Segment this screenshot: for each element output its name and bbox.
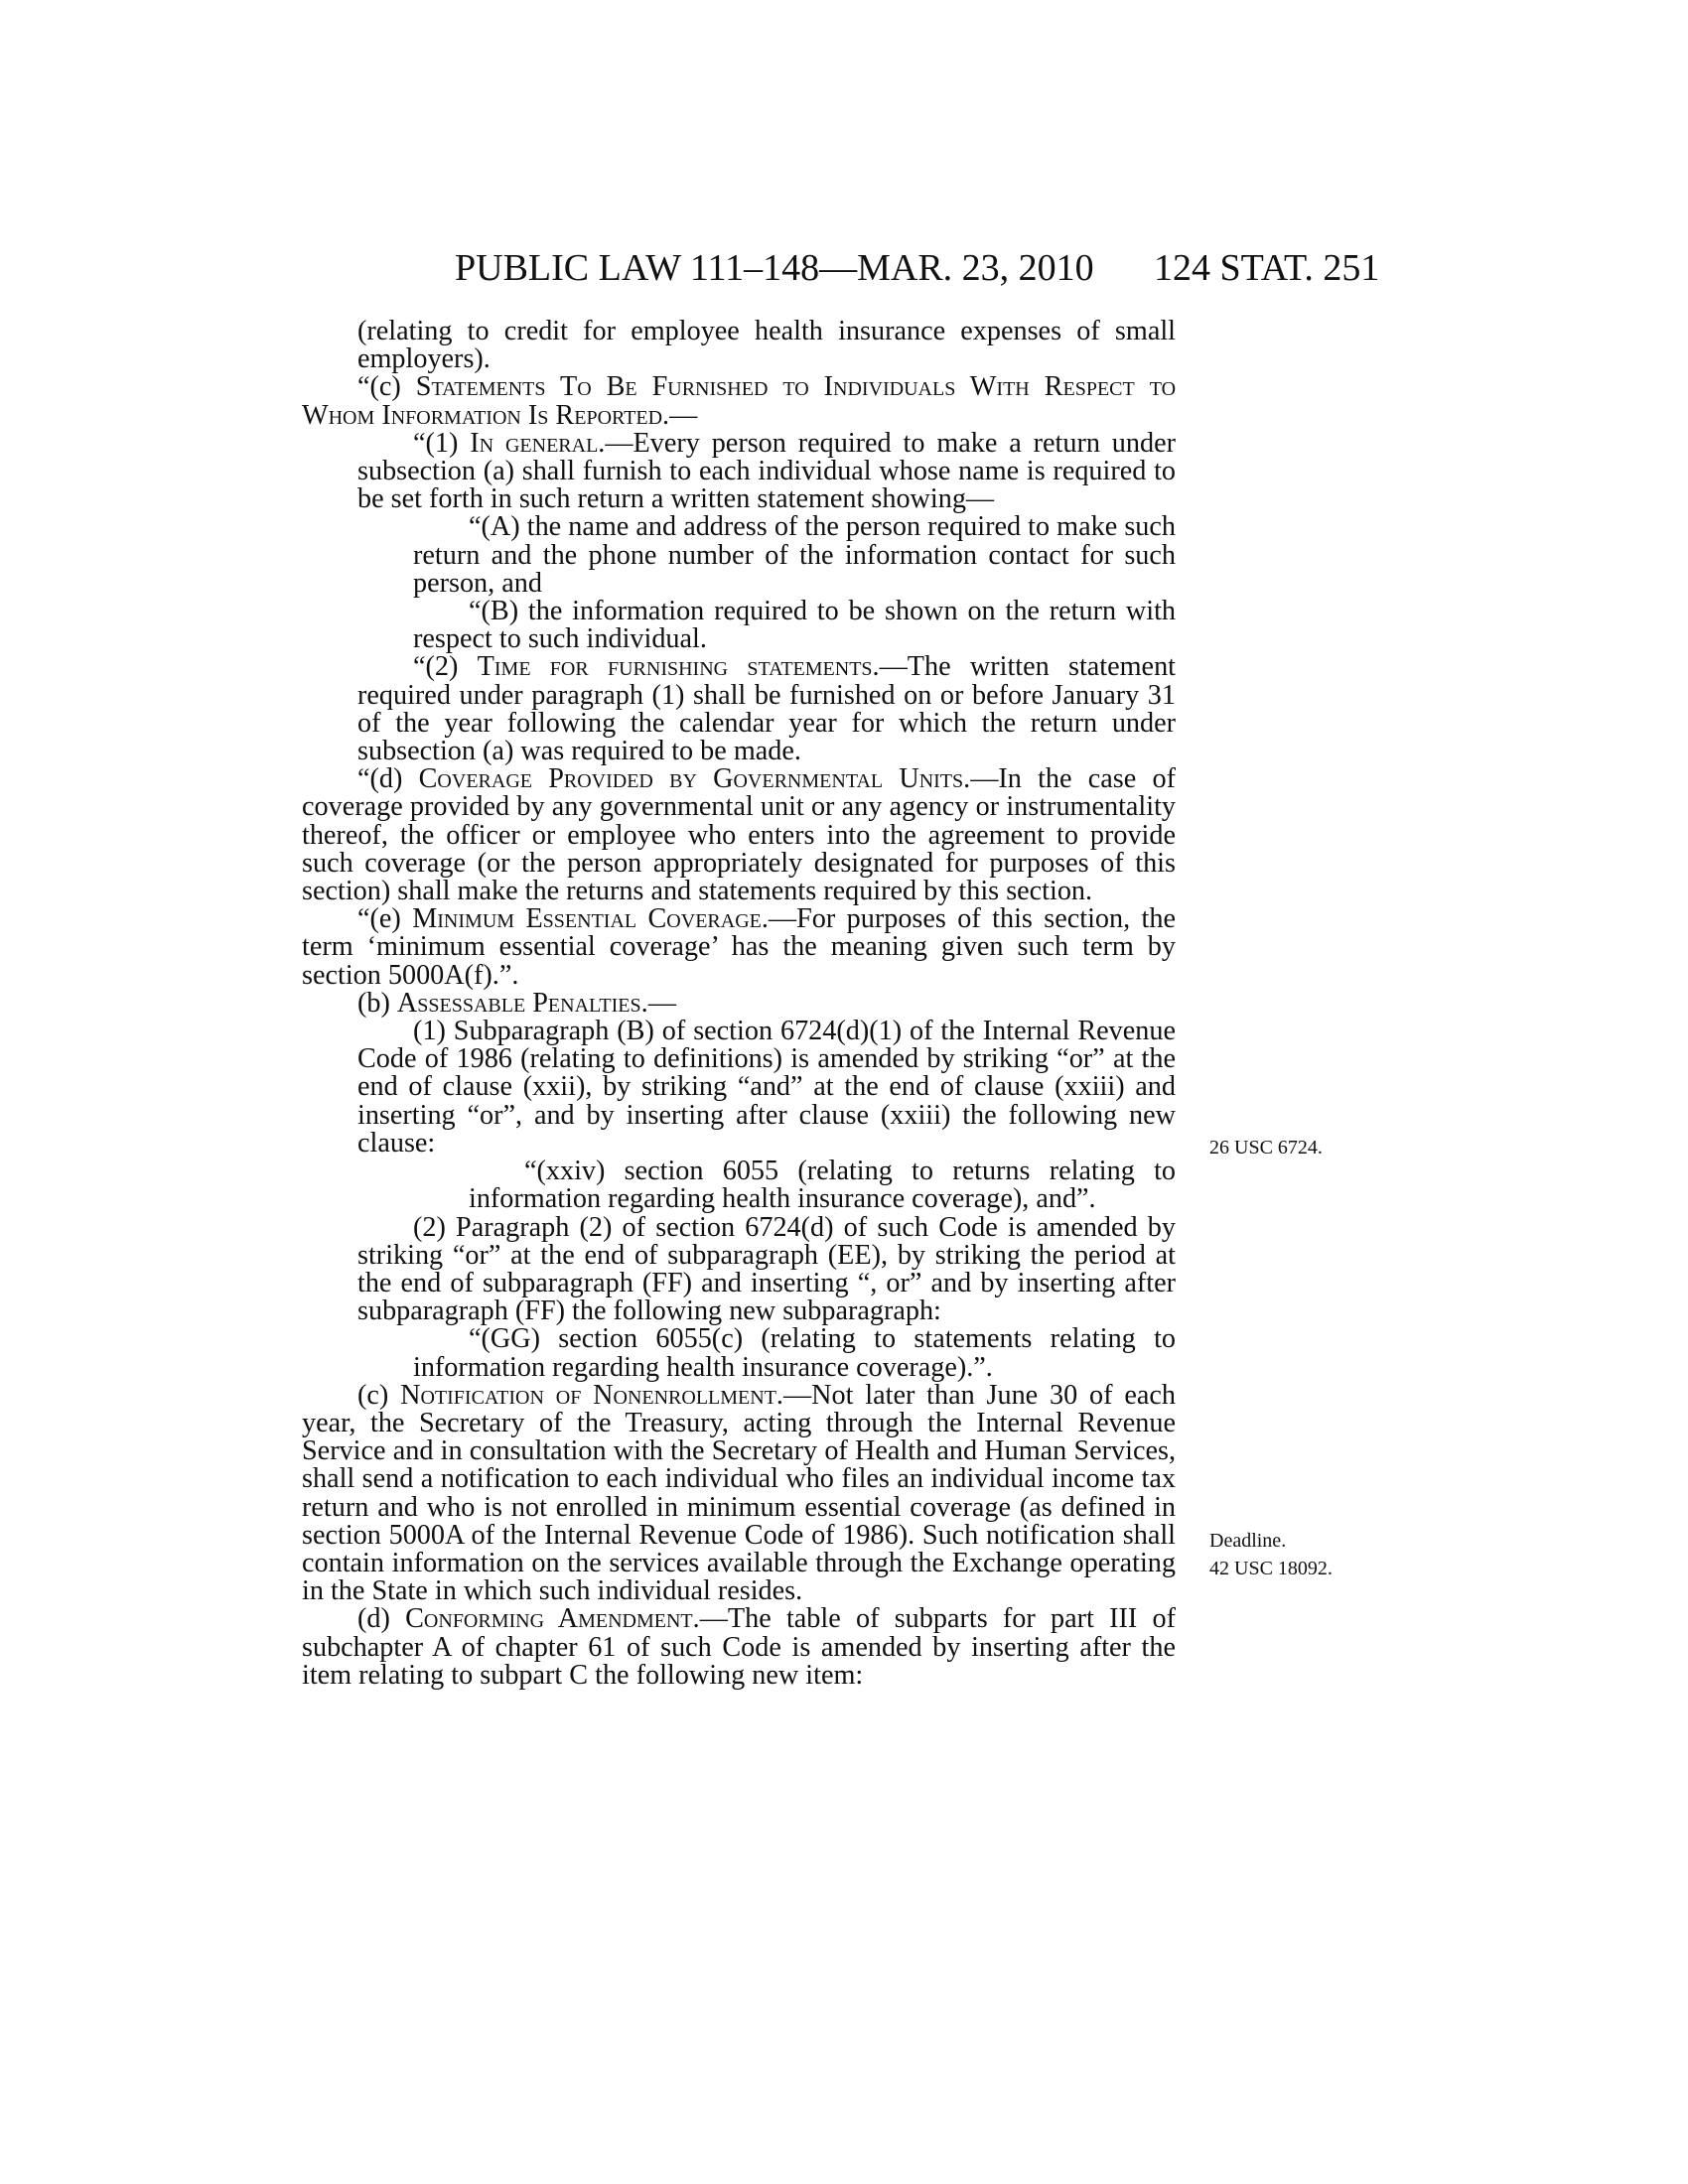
subsection-d-heading: Coverage Provided by Governmental Units.	[418, 763, 971, 795]
clause-xxiv: “(xxiv) section 6055 (relating to returns relating to information regarding health insurance coverage), and”.	[469, 1156, 1176, 1215]
section-b-number: (b)	[357, 987, 397, 1019]
paragraph-b-2: (2) Paragraph (2) of section 6724(d) of such Code is amended by striking “or” at the end of subparagraph (EE), by striking the period at the end of subparagraph (FF) and inserting “, or” and by inserting after subparagraph (FF) the following new subparagraph:	[357, 1211, 1176, 1327]
subsection-d	[302, 765, 1176, 905]
paragraph-c-1-text: —Every person required to make a return under subsection (a) shall furnish to each individual whose name is required to be set forth in such return a written statement showing—	[357, 427, 1176, 515]
subparagraph-gg: “(GG) section 6055(c) (relating to statements relating to information regarding health insurance coverage).”.	[413, 1323, 1176, 1383]
section-c-text: —Not later than June 30 of each year, the Secretary of the Treasury, acting through the Internal Revenue Service and in consultation with the Secretary of Health and Human Services, shall send a notification to each individual who files an individual income tax return and who is not enrolled in minimum essential coverage (as defined in section 5000A of the Internal Revenue Code of 1986). Such notification shall contain information on the services available through the Exchange operating in the State in which such individual resides.	[302, 1379, 1176, 1607]
section-d-text: —The table of subparts for part III of subchapter A of chapter 61 of such Code is amended by inserting after the item relating to subpart C the following new item:	[302, 1603, 1176, 1691]
subsection-c-heading: Statements To Be Furnished to Individuals With Respect to Whom Information Is Reported.	[302, 371, 1177, 431]
section-c-heading: Notification of Nonenrollment.	[400, 1379, 783, 1411]
document-body	[302, 318, 1176, 1690]
paragraph-c-2	[302, 653, 1176, 765]
paragraph-continued: (relating to credit for employee health insurance expenses of small employers).	[357, 316, 1176, 375]
section-b-dash: —	[647, 987, 676, 1019]
margin-note-26-usc-6724: 26 USC 6724.	[1209, 1137, 1323, 1159]
margin-note-42-usc-18092: 42 USC 18092.	[1209, 1558, 1333, 1579]
subsection-e	[302, 905, 1176, 990]
section-c-number: (c)	[357, 1379, 401, 1411]
subsection-c	[302, 373, 1176, 429]
paragraph-c-2-text: —The written statement required under paragraph (1) shall be furnished on or before January 31 of the year following the calendar year for which the return under subsection (a) was required to be made.	[357, 651, 1176, 767]
paragraph-c-1-number: “(1)	[413, 427, 471, 459]
paragraph-c-2-heading: Time for furnishing statements.	[477, 651, 880, 683]
paragraph-c-1	[302, 427, 1176, 515]
section-b-title: Assessable Penalties.	[396, 987, 648, 1019]
section-d-number: (d)	[357, 1603, 406, 1635]
section-d-conforming	[302, 1605, 1176, 1690]
subparagraph-c-1-a: “(A) the name and address of the person required to make such return and the phone number of the information contact for such person, and	[413, 511, 1176, 599]
paragraph-b-1: (1) Subparagraph (B) of section 6724(d)(1) of the Internal Revenue Code of 1986 (relating to definitions) is amended by striking “or” at the end of clause (xxii), by striking “and” at the end of clause (xxiii) and inserting “or”, and by inserting after clause (xxiii) the following new clause:	[357, 1016, 1176, 1159]
margin-note-deadline: Deadline.	[1209, 1530, 1287, 1552]
page-number: 124 STAT. 251	[1154, 247, 1380, 289]
subsection-c-number: “(c)	[357, 371, 416, 403]
running-header-title: PUBLIC LAW 111–148—MAR. 23, 2010	[455, 247, 1094, 289]
subsection-c-dash: —	[669, 399, 698, 431]
subsection-d-number: “(d)	[357, 763, 419, 795]
paragraph-c-1-heading: In general.	[470, 427, 606, 459]
paragraph-c-2-number: “(2)	[413, 651, 478, 683]
subparagraph-c-1-b: “(B) the information required to be shown on the return with respect to such individual.	[413, 596, 1176, 655]
section-c-notification	[302, 1379, 1176, 1607]
section-b-heading	[302, 987, 1176, 1019]
subsection-e-heading: Minimum Essential Coverage.	[412, 903, 769, 935]
section-d-heading: Conforming Amendment.	[405, 1603, 700, 1635]
subsection-e-text: —For purposes of this section, the term ‘minimum essential coverage’ has the meaning given such term by section 5000A(f).”.	[302, 903, 1176, 991]
subsection-e-number: “(e)	[357, 903, 413, 935]
subsection-d-text: —In the case of coverage provided by any governmental unit or any agency or instrumentality thereof, the officer or employee who enters into the agreement to provide such coverage (or the person appropriately designated for purposes of this section) shall make the returns and statements required by this section.	[302, 763, 1176, 907]
